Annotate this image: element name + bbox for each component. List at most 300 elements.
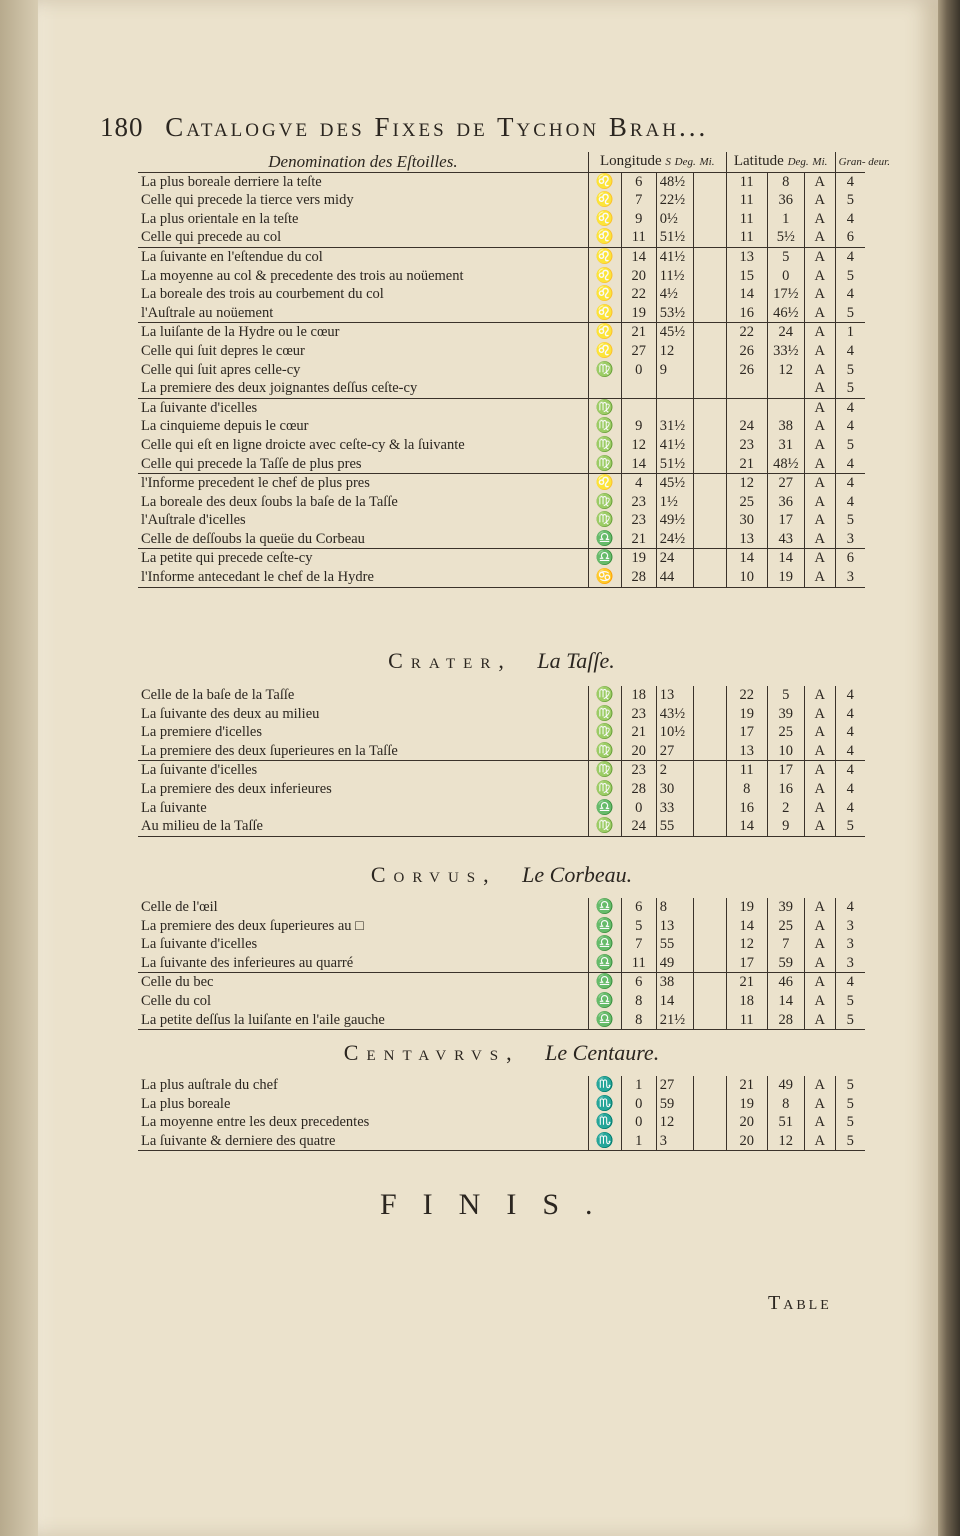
latitude-degrees: 14	[726, 285, 767, 304]
book-spine	[938, 0, 960, 1536]
empty-column	[693, 917, 726, 936]
latitude-degrees: 23	[726, 436, 767, 455]
latitude-minutes: 12	[767, 361, 804, 380]
longitude-degrees: 21	[621, 530, 656, 549]
longitude-degrees: 27	[621, 342, 656, 361]
magnitude: 5	[835, 191, 865, 210]
star-name: La moyenne entre les deux precedentes	[141, 1114, 370, 1131]
latitude-minutes: 5½	[767, 228, 804, 247]
latitude-direction: A	[804, 954, 835, 973]
star-name: La ſuivante d'icelles	[141, 762, 258, 779]
latitude-minutes: 43	[767, 530, 804, 549]
latitude-minutes: 16	[767, 780, 804, 799]
star-row	[138, 323, 865, 342]
latitude-minutes: 36	[767, 191, 804, 210]
star-row	[138, 1132, 865, 1151]
star-row	[138, 511, 865, 530]
longitude-minutes: 51½	[656, 455, 693, 474]
latitude-minutes: 17	[767, 761, 804, 780]
latitude-direction: A	[804, 455, 835, 474]
longitude-degrees: 8	[621, 992, 656, 1011]
star-name: La ſuivante des deux au milieu	[141, 705, 320, 722]
star-name: La ſuivante en l'eſtendue du col	[141, 248, 323, 265]
latitude-minutes	[767, 398, 804, 417]
longitude-minutes: 2	[656, 761, 693, 780]
latitude-degrees	[726, 379, 767, 398]
section-french-name: La Taſſe.	[537, 648, 615, 673]
latitude-minutes: 14	[767, 992, 804, 1011]
latitude-degrees: 21	[726, 455, 767, 474]
magnitude: 3	[835, 568, 865, 587]
longitude-degrees: 11	[621, 954, 656, 973]
star-row	[138, 361, 865, 380]
running-title: Catalogve des Fixes de Tychon Brah...	[165, 112, 709, 142]
longitude-minutes: 55	[656, 935, 693, 954]
magnitude: 4	[835, 285, 865, 304]
latitude-minutes: 8	[767, 172, 804, 191]
star-row	[138, 1113, 865, 1132]
latitude-degrees: 19	[726, 898, 767, 917]
latitude-degrees: 21	[726, 1076, 767, 1095]
star-name: Celle qui eſt en ligne droicte avec ceſte-cy & la ſuivante	[141, 436, 465, 453]
star-name: l'Auſtrale au noüement	[138, 304, 588, 323]
latitude-minutes: 10	[767, 742, 804, 761]
latitude-minutes: 12	[767, 1132, 804, 1151]
longitude-minutes: 13	[656, 686, 693, 705]
longitude-minutes: 41½	[656, 247, 693, 266]
zodiac-sign: ♍	[588, 511, 621, 530]
longitude-degrees: 12	[621, 436, 656, 455]
longitude-degrees: 5	[621, 917, 656, 936]
latitude-direction: A	[804, 973, 835, 992]
latitude-degrees: 12	[726, 935, 767, 954]
section-french-name: Le Centaure.	[545, 1040, 660, 1065]
catalog-table-hydra	[138, 151, 890, 588]
longitude-degrees: 20	[621, 742, 656, 761]
empty-column	[693, 304, 726, 323]
section-latin-name: Corvus,	[370, 862, 497, 887]
longitude-minutes: 10½	[656, 723, 693, 742]
magnitude: 4	[835, 493, 865, 512]
star-name: La luiſante de la Hydre ou le cœur	[141, 324, 340, 341]
star-row	[138, 1095, 865, 1114]
empty-column	[693, 1076, 726, 1095]
magnitude: 4	[835, 761, 865, 780]
magnitude: 3	[835, 917, 865, 936]
star-name: La premiere des deux inferieures	[141, 780, 332, 797]
latitude-minutes: 27	[767, 474, 804, 493]
zodiac-sign: ♌	[588, 342, 621, 361]
zodiac-sign: ♍	[588, 723, 621, 742]
zodiac-sign: ♎	[588, 954, 621, 973]
zodiac-sign: ♌	[588, 323, 621, 342]
longitude-degrees: 11	[621, 228, 656, 247]
zodiac-sign: ♎	[588, 973, 621, 992]
star-name: Celle de la baſe de la Taſſe	[141, 687, 295, 703]
star-name: La plus orientale en la teſte	[141, 210, 299, 227]
longitude-minutes: 14	[656, 992, 693, 1011]
zodiac-sign: ♌	[588, 474, 621, 493]
latitude-degrees: 26	[726, 361, 767, 380]
magnitude: 4	[835, 780, 865, 799]
latitude-degrees: 13	[726, 530, 767, 549]
zodiac-sign: ♌	[588, 267, 621, 286]
star-row	[138, 247, 865, 266]
empty-column	[693, 530, 726, 549]
longitude-degrees: 19	[621, 304, 656, 323]
longitude-degrees: 0	[621, 1113, 656, 1132]
zodiac-sign: ♋	[588, 568, 621, 587]
longitude-degrees: 23	[621, 493, 656, 512]
magnitude: 5	[835, 1095, 865, 1114]
empty-column	[693, 379, 726, 398]
latitude-minutes: 5	[767, 686, 804, 705]
latitude-minutes: 59	[767, 954, 804, 973]
latitude-direction: A	[804, 780, 835, 799]
latitude-minutes: 25	[767, 723, 804, 742]
latitude-direction: A	[804, 723, 835, 742]
longitude-minutes: 11½	[656, 267, 693, 286]
empty-column	[693, 474, 726, 493]
longitude-minutes	[656, 398, 693, 417]
zodiac-sign	[588, 379, 621, 398]
magnitude: 1	[835, 323, 865, 342]
star-row	[138, 705, 865, 724]
magnitude: 4	[835, 973, 865, 992]
column-header-name: Denomination des Eſtoilles.	[138, 152, 588, 172]
column-header-longitude: Longitude S Deg. Mi.	[588, 152, 726, 172]
star-name: Celle qui precede la tierce vers midy	[141, 192, 354, 209]
empty-column	[693, 228, 726, 247]
longitude-degrees: 21	[621, 723, 656, 742]
latitude-degrees: 22	[726, 686, 767, 705]
star-name: La moyenne au col & precedente des trois au noüement	[141, 267, 464, 284]
latitude-minutes: 1	[767, 210, 804, 229]
empty-column	[693, 511, 726, 530]
empty-column	[693, 267, 726, 286]
longitude-degrees: 28	[621, 780, 656, 799]
latitude-degrees: 13	[726, 742, 767, 761]
section-title-centaurus	[138, 1040, 865, 1066]
empty-column	[693, 436, 726, 455]
star-row	[138, 210, 865, 229]
star-name: Celle du bec	[141, 974, 214, 991]
latitude-direction: A	[804, 761, 835, 780]
longitude-minutes: 12	[656, 1113, 693, 1132]
empty-column	[693, 954, 726, 973]
star-name: Celle qui ſuit depres le cœur	[141, 342, 305, 359]
star-name: La petite deſſus la luiſante en l'aile gauche	[138, 1011, 588, 1030]
star-name: La ſuivante des inferieures au quarré	[138, 954, 588, 973]
latitude-degrees: 25	[726, 493, 767, 512]
star-name: Au milieu de la Taſſe	[138, 817, 588, 836]
magnitude: 5	[835, 436, 865, 455]
star-name: La boreale des deux ſoubs la baſe de la Taſſe	[141, 493, 398, 510]
empty-column	[693, 210, 726, 229]
star-name: La plus boreale derriere la teſte	[141, 173, 322, 190]
column-header-latitude: Latitude Deg. Mi.	[726, 152, 835, 172]
longitude-degrees: 20	[621, 267, 656, 286]
longitude-degrees: 4	[621, 474, 656, 493]
magnitude: 4	[835, 172, 865, 191]
latitude-direction: A	[804, 267, 835, 286]
latitude-minutes: 9	[767, 817, 804, 836]
empty-column	[693, 1011, 726, 1030]
latitude-minutes: 25	[767, 917, 804, 936]
empty-column	[693, 898, 726, 917]
star-name: l'Informe antecedant le chef de la Hydre	[138, 568, 588, 587]
empty-column	[693, 935, 726, 954]
longitude-degrees: 14	[621, 455, 656, 474]
latitude-degrees: 22	[726, 323, 767, 342]
empty-column	[693, 493, 726, 512]
star-name: La premiere des deux joignantes deſſus ceſte-cy	[138, 379, 588, 398]
zodiac-sign: ♍	[588, 817, 621, 836]
latitude-degrees: 18	[726, 992, 767, 1011]
longitude-degrees: 23	[621, 761, 656, 780]
star-row	[138, 455, 865, 474]
longitude-degrees: 1	[621, 1132, 656, 1151]
latitude-direction: A	[804, 228, 835, 247]
magnitude: 4	[835, 723, 865, 742]
longitude-minutes: 13	[656, 917, 693, 936]
star-row	[138, 1011, 865, 1030]
left-page-edge	[0, 0, 38, 1536]
latitude-degrees: 12	[726, 474, 767, 493]
star-row	[138, 568, 865, 587]
finis-text: FINIS.	[380, 1188, 619, 1221]
zodiac-sign: ♌	[588, 228, 621, 247]
latitude-direction: A	[804, 799, 835, 818]
longitude-minutes: 45½	[656, 474, 693, 493]
latitude-minutes: 7	[767, 935, 804, 954]
magnitude: 4	[835, 398, 865, 417]
latitude-degrees: 11	[726, 228, 767, 247]
zodiac-sign: ♏	[588, 1095, 621, 1114]
latitude-direction: A	[804, 1076, 835, 1095]
section-title-corvus	[138, 862, 865, 888]
longitude-degrees: 9	[621, 417, 656, 436]
zodiac-sign: ♌	[588, 247, 621, 266]
latitude-degrees: 14	[726, 917, 767, 936]
magnitude: 5	[835, 304, 865, 323]
longitude-degrees	[621, 379, 656, 398]
magnitude: 5	[835, 267, 865, 286]
latitude-direction: A	[804, 935, 835, 954]
latitude-degrees: 8	[726, 780, 767, 799]
star-name: La ſuivante & derniere des quatre	[138, 1132, 588, 1151]
star-name: La boreale des trois au courbement du col	[141, 286, 384, 303]
zodiac-sign: ♌	[588, 191, 621, 210]
longitude-minutes: 51½	[656, 228, 693, 247]
empty-column	[693, 992, 726, 1011]
longitude-minutes: 45½	[656, 323, 693, 342]
star-row	[138, 1076, 865, 1095]
longitude-minutes: 41½	[656, 436, 693, 455]
longitude-minutes: 1½	[656, 493, 693, 512]
longitude-minutes: 31½	[656, 417, 693, 436]
empty-column	[693, 247, 726, 266]
star-row	[138, 935, 865, 954]
longitude-minutes: 27	[656, 1076, 693, 1095]
empty-column	[693, 455, 726, 474]
latitude-direction: A	[804, 361, 835, 380]
star-name: La cinquieme depuis le cœur	[141, 418, 309, 435]
latitude-degrees: 16	[726, 799, 767, 818]
latitude-degrees: 26	[726, 342, 767, 361]
longitude-degrees: 6	[621, 898, 656, 917]
magnitude: 4	[835, 247, 865, 266]
latitude-minutes: 14	[767, 549, 804, 568]
latitude-direction: A	[804, 511, 835, 530]
section-latin-name: Crater,	[388, 648, 512, 673]
empty-column	[693, 285, 726, 304]
star-row	[138, 817, 865, 836]
longitude-minutes: 33	[656, 799, 693, 818]
latitude-degrees: 24	[726, 417, 767, 436]
star-row	[138, 761, 865, 780]
longitude-minutes: 30	[656, 780, 693, 799]
empty-column	[693, 705, 726, 724]
empty-column	[693, 172, 726, 191]
star-row	[138, 172, 865, 191]
star-row	[138, 799, 865, 818]
latitude-minutes: 38	[767, 417, 804, 436]
empty-column	[693, 780, 726, 799]
longitude-minutes: 43½	[656, 705, 693, 724]
latitude-degrees	[726, 398, 767, 417]
zodiac-sign: ♎	[588, 549, 621, 568]
empty-column	[693, 568, 726, 587]
latitude-degrees: 14	[726, 817, 767, 836]
longitude-minutes: 0½	[656, 210, 693, 229]
zodiac-sign: ♍	[588, 705, 621, 724]
star-name: La plus auſtrale du chef	[141, 1077, 278, 1093]
latitude-minutes: 46½	[767, 304, 804, 323]
magnitude: 5	[835, 1076, 865, 1095]
star-name: Celle de l'œil	[141, 899, 218, 915]
magnitude: 5	[835, 992, 865, 1011]
empty-column	[693, 342, 726, 361]
section-french-name: Le Corbeau.	[522, 862, 633, 887]
longitude-degrees: 22	[621, 285, 656, 304]
latitude-minutes: 17	[767, 511, 804, 530]
star-name: La ſuivante d'icelles	[141, 936, 258, 953]
latitude-direction: A	[804, 1132, 835, 1151]
zodiac-sign: ♎	[588, 917, 621, 936]
latitude-direction: A	[804, 191, 835, 210]
star-row	[138, 304, 865, 323]
latitude-degrees: 14	[726, 549, 767, 568]
longitude-degrees: 19	[621, 549, 656, 568]
latitude-direction: A	[804, 493, 835, 512]
latitude-minutes: 51	[767, 1113, 804, 1132]
catalog-table-corvus	[138, 898, 865, 1030]
empty-column	[693, 742, 726, 761]
magnitude: 6	[835, 228, 865, 247]
longitude-degrees	[621, 398, 656, 417]
magnitude: 5	[835, 817, 865, 836]
zodiac-sign: ♍	[588, 398, 621, 417]
latitude-degrees: 20	[726, 1113, 767, 1132]
latitude-direction: A	[804, 1095, 835, 1114]
latitude-degrees: 11	[726, 172, 767, 191]
latitude-minutes: 5	[767, 247, 804, 266]
star-row	[138, 549, 865, 568]
zodiac-sign: ♍	[588, 761, 621, 780]
latitude-minutes: 39	[767, 898, 804, 917]
zodiac-sign: ♌	[588, 304, 621, 323]
empty-column	[693, 817, 726, 836]
longitude-degrees: 9	[621, 210, 656, 229]
latitude-minutes: 36	[767, 493, 804, 512]
latitude-direction: A	[804, 686, 835, 705]
zodiac-sign: ♎	[588, 1011, 621, 1030]
magnitude: 5	[835, 511, 865, 530]
star-row	[138, 954, 865, 973]
longitude-minutes: 49	[656, 954, 693, 973]
latitude-direction: A	[804, 436, 835, 455]
star-row	[138, 436, 865, 455]
empty-column	[693, 361, 726, 380]
star-name: La petite qui precede ceſte-cy	[141, 550, 313, 567]
latitude-direction: A	[804, 172, 835, 191]
longitude-minutes: 27	[656, 742, 693, 761]
magnitude: 5	[835, 379, 865, 398]
longitude-minutes: 55	[656, 817, 693, 836]
longitude-degrees: 1	[621, 1076, 656, 1095]
latitude-minutes: 0	[767, 267, 804, 286]
zodiac-sign: ♏	[588, 1076, 621, 1095]
magnitude: 3	[835, 530, 865, 549]
longitude-degrees: 0	[621, 361, 656, 380]
star-name: La premiere des deux ſuperieures au □	[141, 917, 364, 934]
latitude-minutes: 33½	[767, 342, 804, 361]
star-name: Celle de deſſoubs la queüe du Corbeau	[138, 530, 588, 549]
longitude-degrees: 28	[621, 568, 656, 587]
magnitude: 5	[835, 1113, 865, 1132]
magnitude: 4	[835, 898, 865, 917]
longitude-minutes: 12	[656, 342, 693, 361]
latitude-direction: A	[804, 417, 835, 436]
magnitude: 3	[835, 954, 865, 973]
magnitude: 4	[835, 417, 865, 436]
latitude-degrees: 17	[726, 954, 767, 973]
star-name: La ſuivante d'icelles	[141, 399, 258, 416]
latitude-direction: A	[804, 398, 835, 417]
longitude-degrees: 24	[621, 817, 656, 836]
empty-column	[693, 1132, 726, 1151]
zodiac-sign: ♌	[588, 210, 621, 229]
latitude-minutes: 19	[767, 568, 804, 587]
latitude-direction: A	[804, 323, 835, 342]
star-row	[138, 474, 865, 493]
latitude-direction: A	[804, 210, 835, 229]
latitude-direction: A	[804, 817, 835, 836]
latitude-direction: A	[804, 379, 835, 398]
star-row	[138, 417, 865, 436]
zodiac-sign: ♍	[588, 455, 621, 474]
star-row	[138, 285, 865, 304]
star-row	[138, 398, 865, 417]
longitude-degrees: 0	[621, 1095, 656, 1114]
longitude-degrees: 8	[621, 1011, 656, 1030]
column-header-magnitude: Gran- deur.	[835, 152, 865, 172]
latitude-degrees: 17	[726, 723, 767, 742]
latitude-minutes: 8	[767, 1095, 804, 1114]
latitude-direction: A	[804, 1011, 835, 1030]
latitude-degrees: 11	[726, 210, 767, 229]
